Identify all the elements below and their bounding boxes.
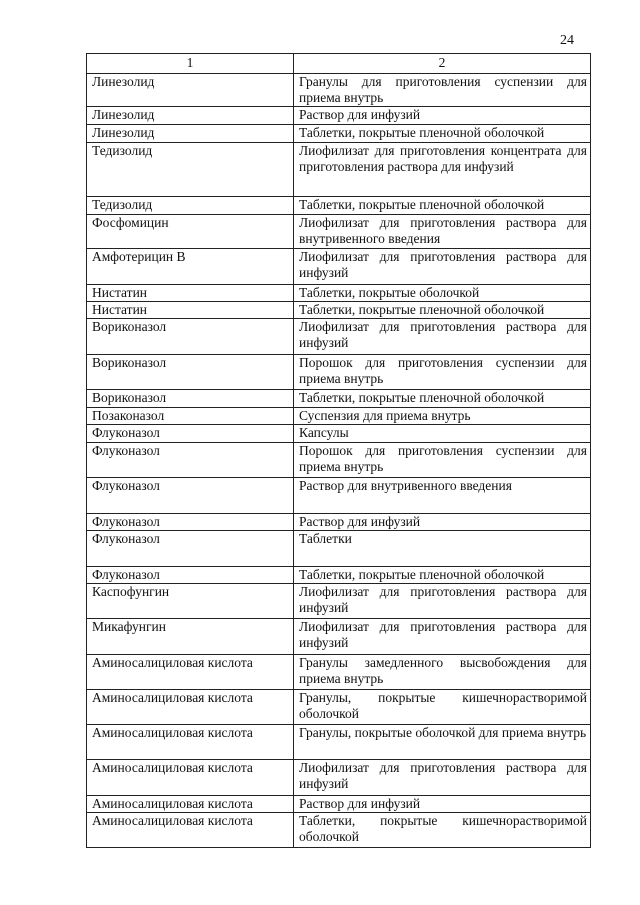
dosage-form-cell: Таблетки, покрытые пленочной оболочкой — [294, 197, 591, 215]
table-row — [87, 285, 591, 302]
dosage-form-cell: Порошок для приготовления суспензии для приема внутрь — [294, 355, 591, 390]
drug-name-cell: Аминосалициловая кислота — [87, 725, 294, 760]
dosage-form-cell: Лиофилизат для приготовления раствора для инфузий — [294, 619, 591, 655]
drug-name-cell: Аминосалициловая кислота — [87, 760, 294, 796]
dosage-form-cell: Лиофилизат для приготовления концентрата для приготовления раствора для инфузий — [294, 143, 591, 197]
column-header-2: 2 — [294, 54, 591, 74]
drug-name-cell: Флуконазол — [87, 567, 294, 584]
drug-name-cell: Флуконазол — [87, 443, 294, 478]
table-row — [87, 690, 591, 725]
table-body — [87, 74, 591, 848]
dosage-form-cell: Гранулы, покрытые оболочкой для приема внутрь — [294, 725, 591, 760]
drug-name-cell: Аминосалициловая кислота — [87, 655, 294, 690]
drug-name-cell: Тедизолид — [87, 143, 294, 197]
drug-name-cell: Аминосалициловая кислота — [87, 813, 294, 848]
dosage-form-cell: Порошок для приготовления суспензии для приема внутрь — [294, 443, 591, 478]
drug-name-cell: Тедизолид — [87, 197, 294, 215]
dosage-form-cell: Раствор для инфузий — [294, 107, 591, 125]
drug-name-cell: Фосфомицин — [87, 215, 294, 249]
dosage-form-cell: Капсулы — [294, 425, 591, 443]
table-row — [87, 390, 591, 408]
table-row — [87, 125, 591, 143]
dosage-form-cell: Таблетки, покрытые пленочной оболочкой — [294, 567, 591, 584]
table-row — [87, 813, 591, 848]
dosage-form-cell: Лиофилизат для приготовления раствора для внутривенного введения — [294, 215, 591, 249]
column-header-1: 1 — [87, 54, 294, 74]
table-row — [87, 249, 591, 285]
table-row — [87, 655, 591, 690]
dosage-form-cell: Таблетки, покрытые кишечнорастворимой оболочкой — [294, 813, 591, 848]
drug-name-cell: Каспофунгин — [87, 584, 294, 619]
table-row — [87, 514, 591, 531]
table-row — [87, 478, 591, 514]
table-row — [87, 584, 591, 619]
table-row — [87, 302, 591, 319]
page-number: 24 — [560, 33, 574, 48]
table-row — [87, 215, 591, 249]
table-row — [87, 107, 591, 125]
dosage-form-cell: Таблетки, покрытые оболочкой — [294, 285, 591, 302]
table-row — [87, 619, 591, 655]
table-row — [87, 531, 591, 567]
drug-name-cell: Нистатин — [87, 302, 294, 319]
table-row — [87, 355, 591, 390]
table-row — [87, 567, 591, 584]
drug-name-cell: Вориконазол — [87, 355, 294, 390]
dosage-form-cell: Лиофилизат для приготовления раствора для инфузий — [294, 584, 591, 619]
drug-name-cell: Вориконазол — [87, 319, 294, 355]
drug-name-cell: Аминосалициловая кислота — [87, 690, 294, 725]
drug-name-cell: Флуконазол — [87, 514, 294, 531]
drug-name-cell: Микафунгин — [87, 619, 294, 655]
drug-name-cell: Вориконазол — [87, 390, 294, 408]
dosage-form-cell: Таблетки, покрытые пленочной оболочкой — [294, 390, 591, 408]
table-row — [87, 408, 591, 425]
dosage-form-cell: Лиофилизат для приготовления раствора для инфузий — [294, 319, 591, 355]
drug-name-cell: Флуконазол — [87, 425, 294, 443]
dosage-form-cell: Гранулы, покрытые кишечнорастворимой оболочкой — [294, 690, 591, 725]
drug-name-cell: Нистатин — [87, 285, 294, 302]
table-row — [87, 725, 591, 760]
dosage-form-cell: Гранулы замедленного высвобождения для приема внутрь — [294, 655, 591, 690]
table-row — [87, 319, 591, 355]
drug-name-cell: Аминосалициловая кислота — [87, 796, 294, 813]
table-header-row — [87, 54, 591, 74]
drug-name-cell: Линезолид — [87, 107, 294, 125]
dosage-form-cell: Суспензия для приема внутрь — [294, 408, 591, 425]
table-row — [87, 443, 591, 478]
dosage-form-cell: Таблетки — [294, 531, 591, 567]
drug-forms-table — [86, 53, 591, 848]
dosage-form-cell: Гранулы для приготовления суспензии для приема внутрь — [294, 74, 591, 107]
drug-name-cell: Амфотерицин В — [87, 249, 294, 285]
table-row — [87, 197, 591, 215]
table-row — [87, 760, 591, 796]
dosage-form-cell: Таблетки, покрытые пленочной оболочкой — [294, 302, 591, 319]
dosage-form-cell: Лиофилизат для приготовления раствора для инфузий — [294, 760, 591, 796]
table-row — [87, 425, 591, 443]
drug-name-cell: Позаконазол — [87, 408, 294, 425]
dosage-form-cell: Раствор для инфузий — [294, 796, 591, 813]
drug-name-cell: Линезолид — [87, 125, 294, 143]
table-row — [87, 796, 591, 813]
table-row — [87, 143, 591, 197]
drug-name-cell: Линезолид — [87, 74, 294, 107]
dosage-form-cell: Раствор для внутривенного введения — [294, 478, 591, 514]
dosage-form-cell: Раствор для инфузий — [294, 514, 591, 531]
table-row — [87, 74, 591, 107]
dosage-form-cell: Лиофилизат для приготовления раствора для инфузий — [294, 249, 591, 285]
drug-name-cell: Флуконазол — [87, 531, 294, 567]
drug-name-cell: Флуконазол — [87, 478, 294, 514]
dosage-form-cell: Таблетки, покрытые пленочной оболочкой — [294, 125, 591, 143]
